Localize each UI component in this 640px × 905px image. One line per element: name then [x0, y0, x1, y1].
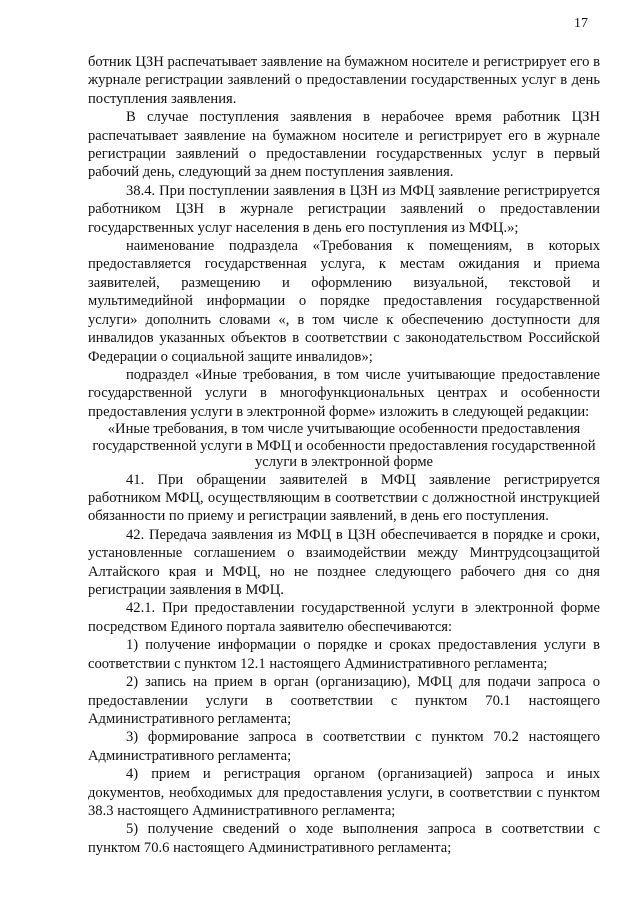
page-number: 17: [574, 16, 588, 31]
paragraph: ботник ЦЗН распечатывает заявление на бумажном носителе и регистрирует его в журнале регистрации заявлений о предоставлении государственных услуг в день поступления заявления.: [88, 54, 600, 107]
list-item: 5) получение сведений о ходе выполнения запроса в соответствии с пунктом 70.6 настоящего Административного регламента;: [88, 821, 600, 856]
paragraph: 42. Передача заявления из МФЦ в ЦЗН обеспечивается в порядке и сроки, установленные соглашением о взаимодействии между Минтрудсоцзащитой Алтайского края и МФЦ, но не позднее следующего рабочего дня со дня регистрации заявления в МФЦ.: [88, 526, 600, 599]
paragraph: В случае поступления заявления в нерабочее время работник ЦЗН распечатывает заявление на бумажном носителе и регистрирует его в журнале регистрации заявлений о предоставлении государственных услуг в первый рабочий день, следующий за днем поступления заявления.: [88, 109, 600, 181]
document-body: [88, 53, 600, 857]
paragraph: 42.1. При предоставлении государственной услуги в электронной форме посредством Единого портала заявителю обеспечиваются:: [88, 600, 600, 635]
list-item: 3) формирование запроса в соответствии с пунктом 70.2 настоящего Административного регламента;: [88, 729, 600, 764]
list-item: 2) запись на прием в орган (организацию), МФЦ для подачи запроса о предоставлении услуги в соответствии с пунктом 70.1 настоящего Административного регламента;: [88, 674, 600, 727]
section-heading: «Иные требования, в том числе учитывающие особенности предоставления государственной услуги в МФЦ и особенности предоставления государственной услуги в электронной форме: [92, 421, 596, 471]
paragraph: подраздел «Иные требования, в том числе учитывающие предоставление государственной услуги в многофункциональных центрах и особенности предоставления услуги в электронной форме» изложить в следующей редакции:: [88, 366, 600, 420]
list-item: 4) прием и регистрация органом (организацией) запроса и иных документов, необходимых для предоставления услуги, в соответствии с пунктом 38.3 настоящего Административного регламента;: [88, 766, 600, 819]
paragraph: 41. При обращении заявителей в МФЦ заявление регистрируется работником МФЦ, осуществляющим в соответствии с должностной инструкцией обязанности по приему и регистрации заявлений, в день его поступления.: [88, 471, 600, 525]
paragraph: наименование подраздела «Требования к помещениям, в которых предоставляется государственная услуга, к местам ожидания и приема заявителей, размещению и оформлению визуальной, текстовой и мультимедийной информации о порядке предоставления государственной услуги» дополнить словами «, в том числе к обеспечению доступности для инвалидов указанных объектов в соответствии с законодательством Российской Федерации о социальной защите инвалидов»;: [88, 238, 600, 365]
paragraph: 38.4. При поступлении заявления в ЦЗН из МФЦ заявление регистрируется работником ЦЗН в журнале регистрации заявлений о предоставлении государственных услуг населения в день его поступления из МФЦ.»;: [88, 182, 600, 236]
list-item: 1) получение информации о порядке и сроках предоставления услуги в соответствии с пунктом 12.1 настоящего Административного регламента;: [88, 637, 600, 672]
